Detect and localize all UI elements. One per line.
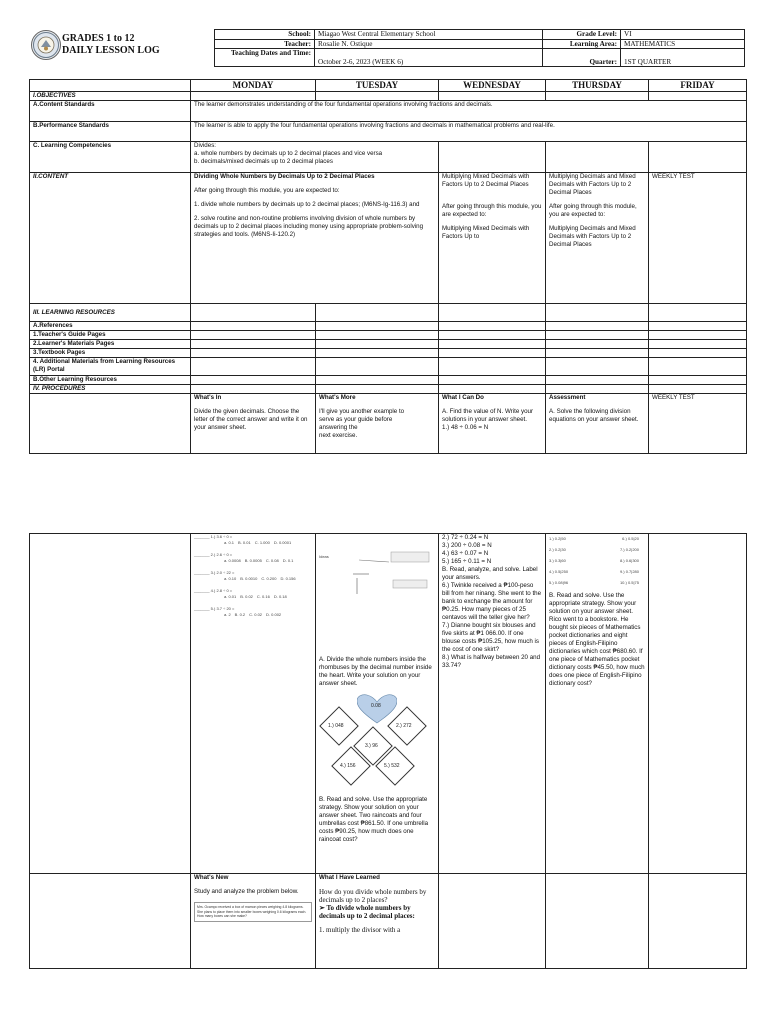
mini-exercise-item: _______ 1.) 3.6 ÷ 0 = a. 0.1 B. 0.01 C. 1.000 D. 0.0001	[194, 534, 292, 545]
whats-new-cell: What's New Study and analyze the problem below. Mrs. Ocampo received a box of mamon pieces weighing 4.8 kilograms. She plans to place them into smaller boxes weighing 0.6 kilograms each. How many boxes can she make?	[191, 874, 316, 969]
day-monday: MONDAY	[191, 80, 316, 92]
grade-value: VI	[621, 30, 745, 40]
area-label: Learning Area:	[543, 39, 621, 49]
competencies-label: C. Learning Competencies	[30, 142, 191, 173]
content-label: II.CONTENT	[30, 173, 191, 304]
heart-value: 0.08	[371, 703, 381, 709]
learners-materials-label: 2.Learner's Materials Pages	[30, 340, 191, 349]
area-value: MATHEMATICS	[621, 39, 745, 49]
teacher-label: Teacher:	[215, 39, 315, 49]
blank-header-cell	[30, 80, 191, 92]
content-standards-label: A.Content Standards	[30, 101, 191, 122]
lesson-log-table	[29, 79, 747, 454]
title-line-2: DAILY LESSON LOG	[62, 45, 160, 56]
mini-exercise-item: _______ 2.) 2.6 ÷ 0 = a. 0.0008 B. 0.0005 C. 0.08 D. 0.1	[194, 552, 294, 563]
header-info-table	[214, 29, 745, 67]
quarter-label: Quarter:	[543, 49, 621, 67]
performance-standards-text: The learner is able to apply the four fundamental operations involving fractions and decimals in mathematical problems and real-life.	[191, 122, 747, 142]
whats-in-cell: What's In Divide the given decimals. Choose the letter of the correct answer and write it on your answer sheet.	[191, 394, 316, 454]
equation-row: 4.) 0.5|250 9.) 0.7|280	[549, 569, 639, 574]
additional-materials-label: 4. Additional Materials from Learning Resources (LR) Portal	[30, 358, 191, 376]
grade-label: Grade Level:	[543, 30, 621, 40]
day-tuesday: TUESDAY	[316, 80, 439, 92]
heart-rhombus-diagram	[319, 690, 429, 782]
rhombus-4-label: 4.) 156	[340, 763, 356, 769]
teachers-guide-label: 1.Teacher's Guide Pages	[30, 331, 191, 340]
arrow-bullet-icon: ➢	[319, 904, 327, 912]
monday-exercise-cell	[191, 534, 316, 874]
day-header-row	[30, 80, 747, 92]
school-value: Miagao West Central Elementary School	[315, 30, 543, 40]
references-label: A.References	[30, 322, 191, 331]
performance-standards-label: B.Performance Standards	[30, 122, 191, 142]
problem-excerpt: Mrs. Ocampo received a box of mamon pieces weighing 4.8 kilograms. She plans to place them into smaller boxes weighing 0.6 kilograms each. How many boxes can she make?	[194, 902, 312, 922]
school-label: School:	[215, 30, 315, 40]
equation-row: 2.) 0.2|30 7.) 0.2|200	[549, 547, 639, 552]
what-i-can-do-cell: What I Can Do A. Find the value of N. Write your solutions in your answer sheet. 1.) 48 ÷ 0.06 = N	[439, 394, 546, 454]
content-standards-text: The learner demonstrates understanding of the four fundamental operations involving fractions and decimals.	[191, 101, 747, 122]
thursday-mini-equations	[549, 536, 645, 586]
textbook-pages-label: 3.Textbook Pages	[30, 349, 191, 358]
rhombus-1-label: 1.) 048	[328, 723, 344, 729]
rhombus-2-label: 2.) 272	[396, 723, 412, 729]
mini-exercise-item: _______ 3.) 2.0 ÷ 22 = a. 0.10 B. 0.0010 C. 0.200 D. 0.156	[194, 570, 296, 581]
rhombus-3-label: 3.) 96	[365, 743, 378, 749]
tuesday-exercise-cell: Ideas A. Divide the whole numbers inside the rhombuses by the decimal number inside the heart. Write your solution on your answer sheet. 0.08 1.) 048 2.) 272 3.) 96 4.) 156 5.) 532 B. Read and solve. Use the appropriate strategy. Show your solution on your answer sheet. Two raincoats and four umbrellas cost ₱861.50. If one umbrella costs ₱90.25, how much does one raincoat cost?	[316, 534, 439, 874]
thursday-assessment-cell: 1.) 0.2|50 6.) 0.5|20 2.) 0.2|30 7.) 0.2|200 3.) 0.3|60 8.) 0.6|300 4.) 0.5|250 9.) 0.7|280 5.) 0.08|96 10.) 0.5|75 B. Read and solve. Use the appropriate strategy. Show your solution on your answer sheet. Rico went to a bookstore. He bought six pieces of Mathematics pocket dictionaries and eight pieces of English-Filipino dictionaries which cost ₱680.60. If one piece of Mathematics pocket dictionary costs ₱45.50, how much does one piece of English-Filipino dictionary cost?	[546, 534, 649, 874]
quarter-value: 1ST QUARTER	[621, 49, 745, 67]
what-i-have-learned-cell: What I Have Learned How do you divide whole numbers by decimals up to 2 places? ➢ To divide whole numbers by decimals up to 2 decimal places: 1. multiply the divisor with a	[316, 874, 439, 969]
content-friday: WEEKLY TEST	[649, 173, 747, 304]
day-thursday: THURSDAY	[546, 80, 649, 92]
content-thursday: Multiplying Decimals and Mixed Decimals with Factors Up to 2 Decimal Places After going through this module, you are expected to: Multiplying Decimals and Mixed Decimals with Factors Up to 2 Decimal Places	[546, 173, 649, 304]
teacher-value: Rosalie N. Ostique	[315, 39, 543, 49]
monday-mini-exercise	[194, 534, 312, 618]
assessment-cell: Assessment A. Solve the following division equations on your answer sheet.	[546, 394, 649, 454]
whats-more-cell: What's More I'll give you another example to serve as your guide before answering the next exercise.	[316, 394, 439, 454]
other-resources-label: B.Other Learning Resources	[30, 376, 191, 385]
example-figure: Ideas	[319, 548, 435, 596]
equation-row: 5.) 0.08|96 10.) 0.5|75	[549, 580, 639, 585]
objectives-label: I.OBJECTIVES	[30, 92, 191, 101]
competencies-text: Divides: a. whole numbers by decimals up to 2 decimal places and vice versa b. decimals/mixed decimals up to 2 decimal places	[191, 142, 439, 173]
rhombus-5-label: 5.) 532	[384, 763, 400, 769]
log-title	[62, 33, 160, 57]
mini-exercise-item: _______ 5.) 3.7 ÷ 20 = a. 2 B. 0.2 C. 0.02 D. 0.002	[194, 606, 282, 617]
title-line-1: GRADES 1 to 12	[62, 33, 135, 44]
procedures-label: IV. PROCEDURES	[30, 385, 191, 394]
content-wednesday: Multiplying Mixed Decimals with Factors Up to 2 Decimal Places After going through this module, you are expected to: Multiplying Mixed Decimals with Factors Up to	[439, 173, 546, 304]
lesson-log-table-page-2	[29, 533, 747, 969]
dates-value: October 2-6, 2023 (WEEK 6)	[315, 49, 543, 67]
equation-row: 3.) 0.3|60 8.) 0.6|300	[549, 558, 639, 563]
mini-exercise-item: _______ 4.) 2.8 ÷ 0 = a. 0.01 B. 0.02 C. 0.16 D. 0.18	[194, 588, 287, 599]
wednesday-problems-cell: 2.) 72 ÷ 0.24 = N 3.) 200 ÷ 0.08 = N 4.) 63 ÷ 0.07 = N 5.) 165 ÷ 0.11 = N B. Read, analyze, and solve. Label your answers. 6.) Twinkle received a ₱100-peso bill from her ninang. She went to the bank to exchange the amount for ₱0.25. How many pieces of 25 centavos will the teller give her? 7.) Dianne bought six blouses and five skirts at ₱1 066.00. If one blouse costs ₱105.25, how much is the cost of one skirt? 8.) What is halfway between 20 and 33.74?	[439, 534, 546, 874]
deped-seal-icon	[31, 30, 61, 60]
equation-row: 1.) 0.2|50 6.) 0.5|20	[549, 536, 639, 541]
day-wednesday: WEDNESDAY	[439, 80, 546, 92]
content-mon-tue: Dividing Whole Numbers by Decimals Up to 2 Decimal Places After going through this module, you are expected to: 1. divide whole numbers by decimals up to 2 decimal places; (M6NS-Ig-116.3) and 2. solve routine and non-routine problems involving division of whole numbers by decimals up to 2 decimal places including money using appropriate problem-solving strategies and tools. (M6NS-Ii-120.2)	[191, 173, 439, 304]
weekly-test-cell: WEEKLY TEST	[649, 394, 747, 454]
learning-resources-label: III. LEARNING RESOURCES	[30, 304, 191, 322]
day-friday: FRIDAY	[649, 80, 747, 92]
dates-label: Teaching Dates and Time:	[215, 49, 315, 67]
